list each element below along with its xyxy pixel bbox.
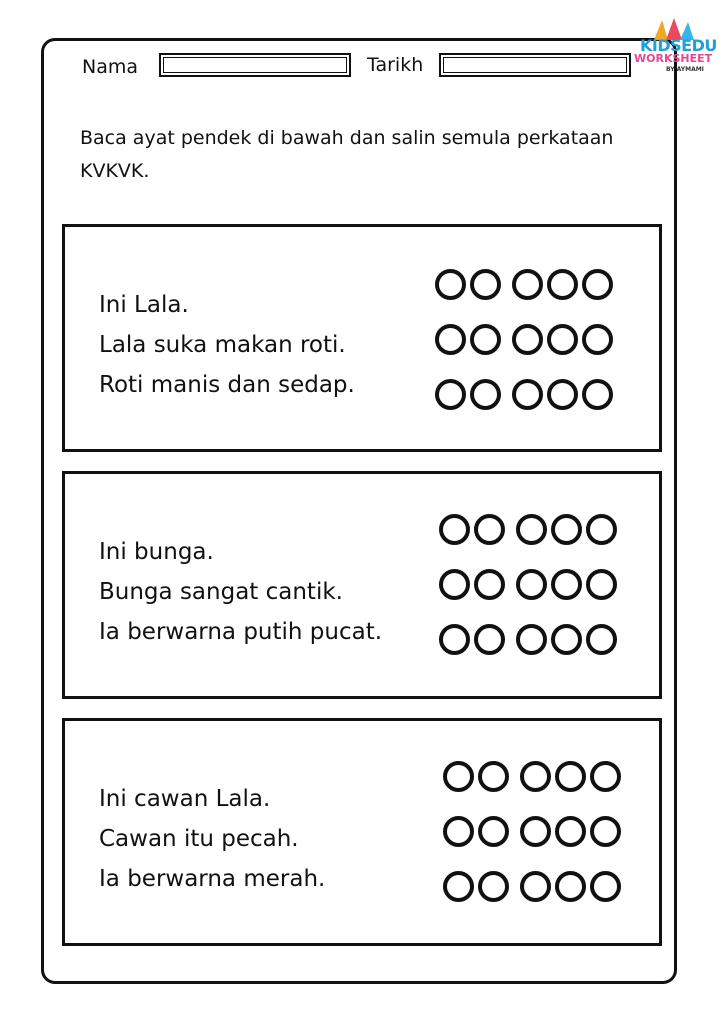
letter-circle[interactable]: [551, 569, 582, 600]
letter-circle[interactable]: [443, 816, 474, 847]
letter-circle[interactable]: [470, 269, 501, 300]
letter-circle[interactable]: [590, 761, 621, 792]
letter-circle[interactable]: [478, 761, 509, 792]
sentence: Ia berwarna merah.: [99, 866, 326, 892]
letter-circle[interactable]: [512, 324, 543, 355]
answer-circles: [443, 761, 623, 926]
letter-circle[interactable]: [547, 379, 578, 410]
letter-circle[interactable]: [586, 624, 617, 655]
sentence-list: [99, 779, 325, 899]
letter-circle[interactable]: [478, 871, 509, 902]
letter-circle[interactable]: [547, 269, 578, 300]
letter-circle[interactable]: [516, 514, 547, 545]
letter-circle[interactable]: [590, 816, 621, 847]
sentence-list: [99, 532, 382, 652]
letter-circle[interactable]: [582, 269, 613, 300]
letter-circle[interactable]: [516, 624, 547, 655]
sentence-list: [99, 285, 355, 405]
date-label: Tarikh: [367, 54, 424, 76]
name-field[interactable]: [159, 53, 351, 77]
letter-circle[interactable]: [586, 514, 617, 545]
letter-circle[interactable]: [520, 871, 551, 902]
letter-circle[interactable]: [586, 569, 617, 600]
instruction-text: Baca ayat pendek di bawah dan salin semula perkataan KVKVK.: [80, 127, 614, 182]
letter-circle[interactable]: [439, 514, 470, 545]
exercise-box-3: [62, 718, 662, 946]
letter-circle[interactable]: [555, 816, 586, 847]
letter-circle[interactable]: [474, 624, 505, 655]
letter-circle[interactable]: [555, 871, 586, 902]
letter-circle[interactable]: [520, 761, 551, 792]
name-label: Nama: [82, 56, 139, 78]
exercise-box-1: [62, 224, 662, 452]
sentence: Ini bunga.: [99, 539, 214, 565]
letter-circle[interactable]: [443, 761, 474, 792]
letter-circle[interactable]: [512, 379, 543, 410]
letter-circle[interactable]: [443, 871, 474, 902]
letter-circle[interactable]: [478, 816, 509, 847]
letter-circle[interactable]: [439, 569, 470, 600]
letter-circle[interactable]: [590, 871, 621, 902]
letter-circle[interactable]: [520, 816, 551, 847]
kidsedu-logo: [632, 14, 718, 74]
letter-circle[interactable]: [582, 379, 613, 410]
logo-subtitle: WORKSHEET: [634, 52, 713, 65]
letter-circle[interactable]: [516, 569, 547, 600]
letter-circle[interactable]: [435, 324, 466, 355]
sentence: Cawan itu pecah.: [99, 826, 299, 852]
answer-circles: [435, 269, 615, 434]
sentence: Ini cawan Lala.: [99, 786, 271, 812]
letter-circle[interactable]: [439, 624, 470, 655]
letter-circle[interactable]: [470, 324, 501, 355]
letter-circle[interactable]: [547, 324, 578, 355]
logo-byline: BY AYMAMI: [666, 66, 704, 73]
letter-circle[interactable]: [435, 269, 466, 300]
letter-circle[interactable]: [512, 269, 543, 300]
sentence: Lala suka makan roti.: [99, 332, 346, 358]
letter-circle[interactable]: [474, 569, 505, 600]
logo-title: KIDSEDU: [640, 36, 717, 55]
sentence: Roti manis dan sedap.: [99, 372, 355, 398]
letter-circle[interactable]: [474, 514, 505, 545]
answer-circles: [439, 514, 619, 679]
exercise-box-2: [62, 471, 662, 699]
date-field[interactable]: [439, 53, 631, 77]
letter-circle[interactable]: [555, 761, 586, 792]
sentence: Bunga sangat cantik.: [99, 579, 343, 605]
sentence: Ini Lala.: [99, 292, 189, 318]
letter-circle[interactable]: [435, 379, 466, 410]
sentence: Ia berwarna putih pucat.: [99, 619, 383, 645]
letter-circle[interactable]: [470, 379, 501, 410]
letter-circle[interactable]: [551, 624, 582, 655]
letter-circle[interactable]: [551, 514, 582, 545]
letter-circle[interactable]: [582, 324, 613, 355]
